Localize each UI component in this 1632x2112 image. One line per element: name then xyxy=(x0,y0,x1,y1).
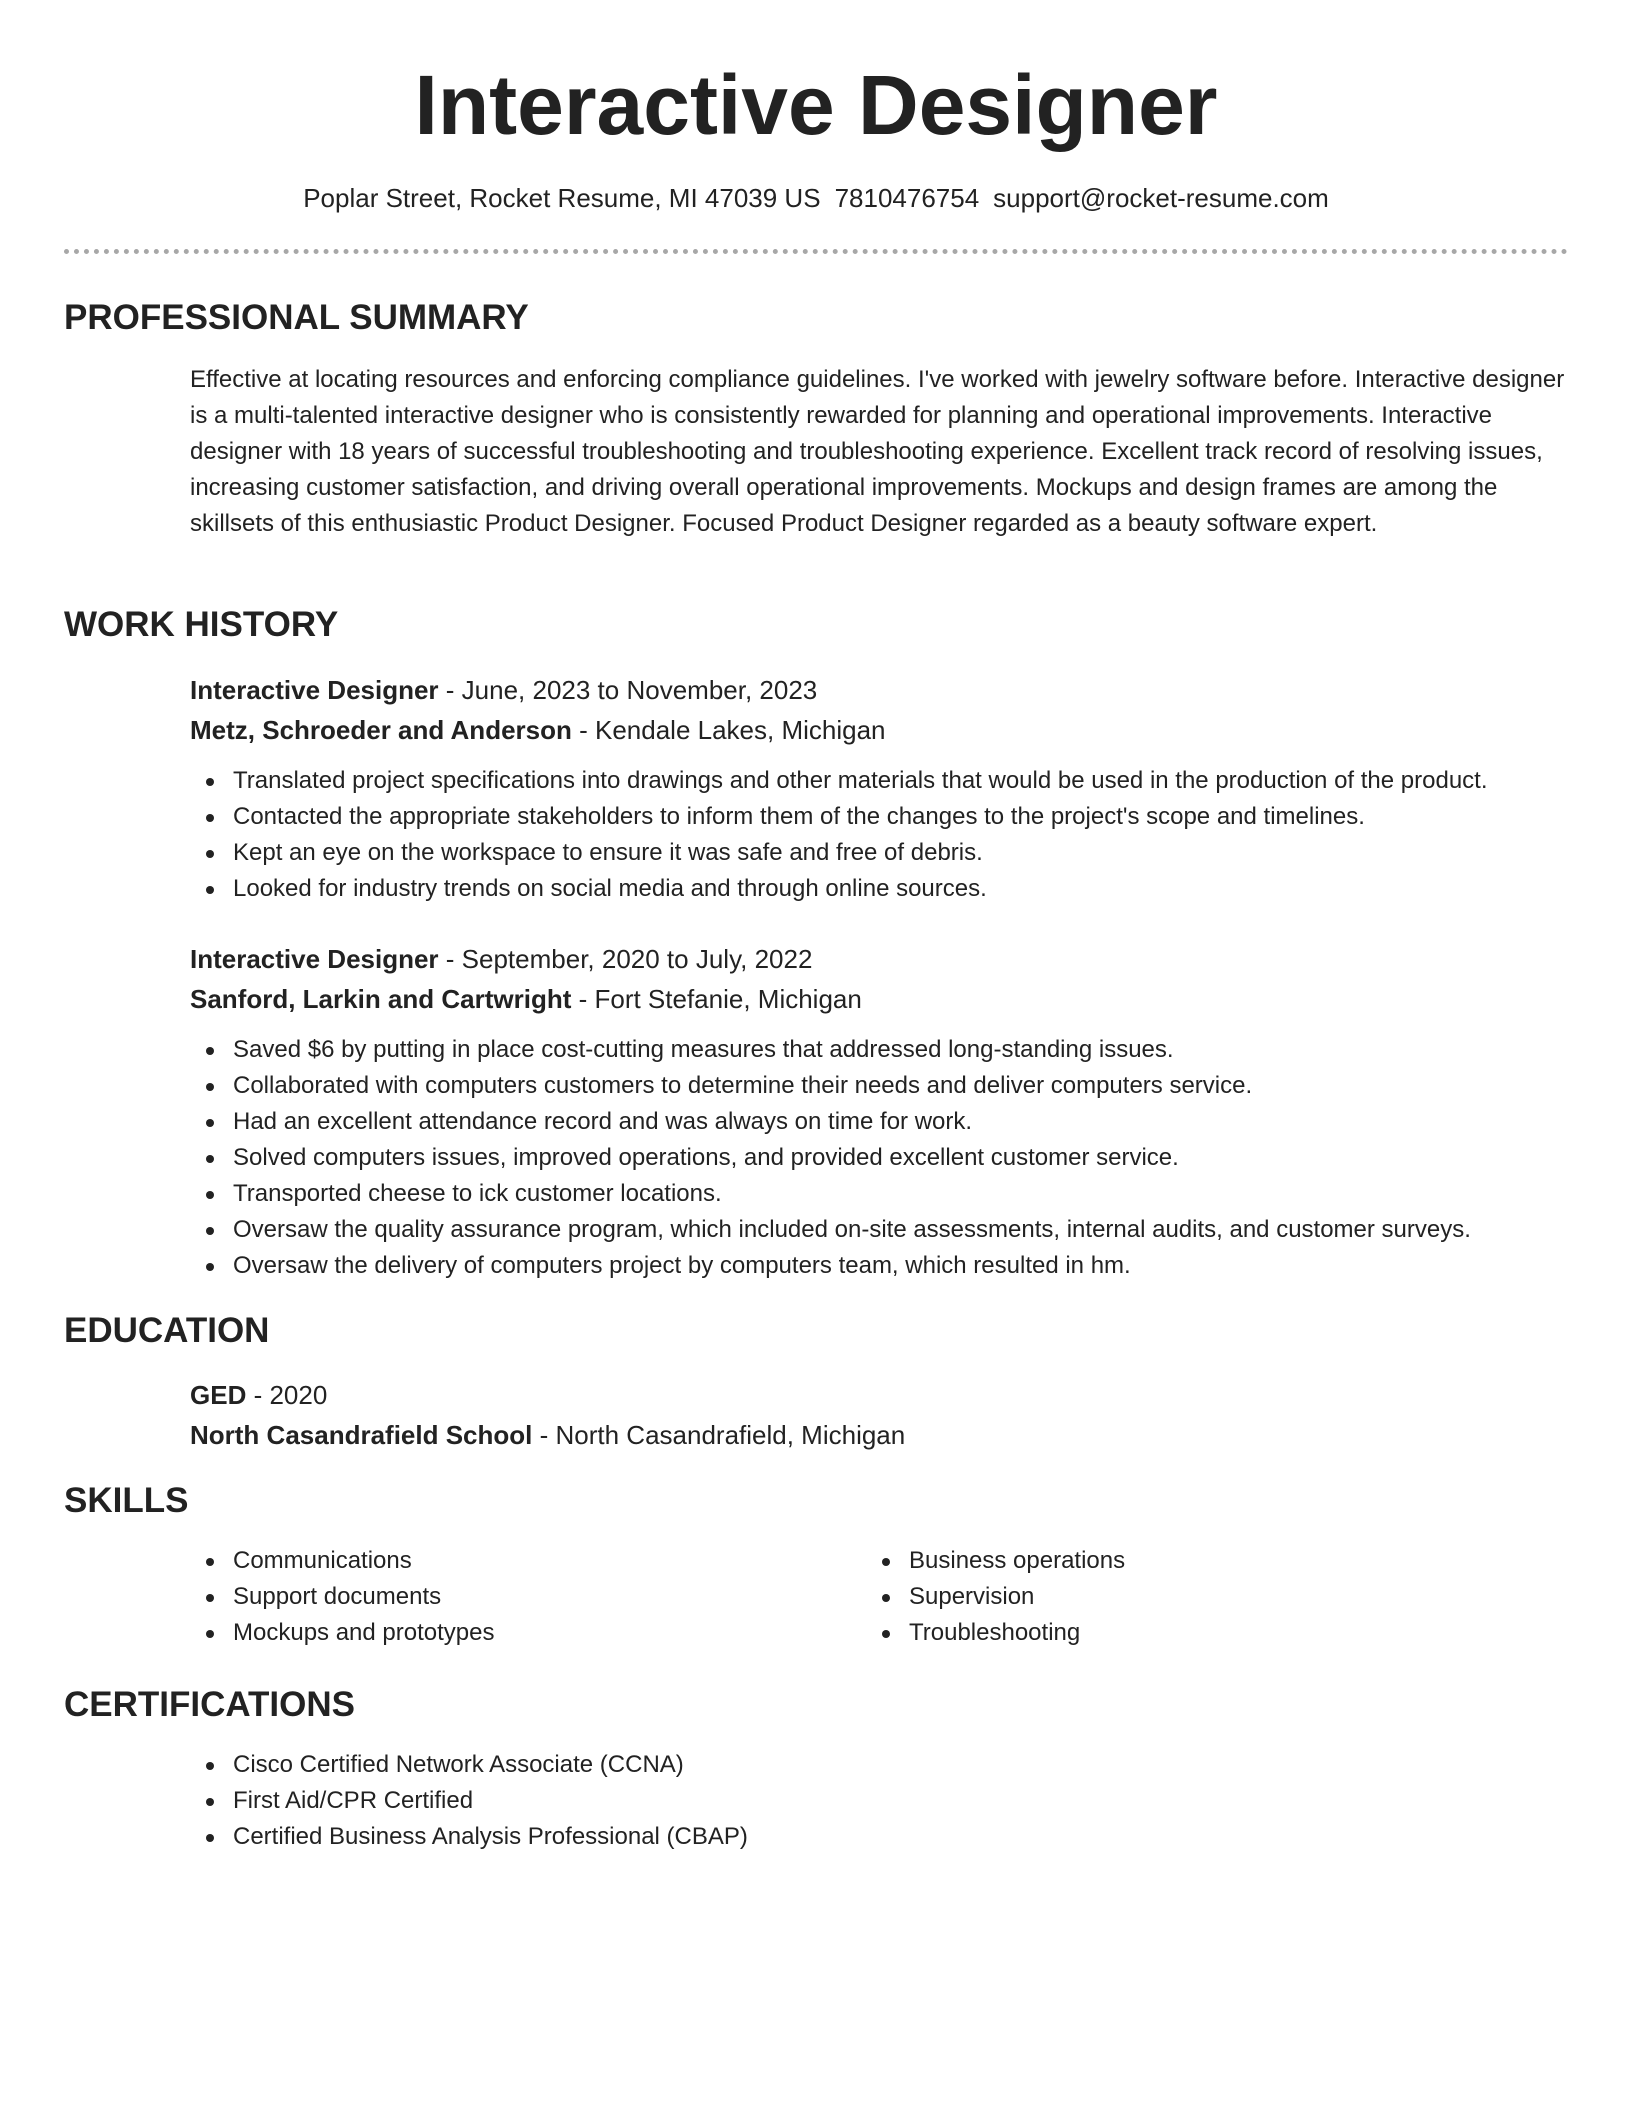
header-divider xyxy=(64,249,1568,254)
summary-section-title: PROFESSIONAL SUMMARY xyxy=(64,298,529,337)
skills-column-right xyxy=(866,1543,1466,1651)
list-item xyxy=(190,1212,1570,1248)
contact-address: Poplar Street, Rocket Resume, MI 47039 US xyxy=(303,183,821,213)
list-item xyxy=(190,1032,1570,1068)
job-company-line xyxy=(190,979,1570,1019)
list-item xyxy=(190,1747,1570,1783)
bullet-icon xyxy=(206,1119,214,1127)
resume-name-heading: Interactive Designer xyxy=(414,58,1218,152)
bullet-icon xyxy=(882,1630,890,1638)
list-item xyxy=(866,1579,1466,1615)
list-item xyxy=(190,1104,1570,1140)
skill-text: Mockups and prototypes xyxy=(233,1619,495,1646)
bullet-icon xyxy=(206,886,214,894)
bullet-icon xyxy=(206,1191,214,1199)
job-company: Metz, Schroeder and Anderson xyxy=(190,715,572,745)
bullet-icon xyxy=(206,1798,214,1806)
skill-text: Business operations xyxy=(909,1547,1126,1574)
job-location: - Fort Stefanie, Michigan xyxy=(571,984,862,1014)
list-item xyxy=(190,1140,1570,1176)
school-name: North Casandrafield School xyxy=(190,1420,533,1450)
bullet-icon xyxy=(206,1630,214,1638)
work-history-section-title: WORK HISTORY xyxy=(64,605,339,644)
list-item xyxy=(866,1543,1466,1579)
job-bullet-list xyxy=(190,1032,1570,1284)
job-entry xyxy=(190,939,1570,1284)
job-entry xyxy=(190,670,1570,907)
contact-email: support@rocket-resume.com xyxy=(993,183,1329,213)
contact-line xyxy=(0,180,1632,216)
bullet-icon xyxy=(206,1594,214,1602)
skill-text: Troubleshooting xyxy=(909,1619,1081,1646)
degree-year: - 2020 xyxy=(246,1380,328,1410)
contact-phone: 7810476754 xyxy=(834,183,980,213)
list-item xyxy=(190,1579,790,1615)
bullet-icon xyxy=(206,778,214,786)
skills-column-left xyxy=(190,1543,790,1651)
bullet-text: Oversaw the quality assurance program, which included on-site assessments, internal audits, and customer surveys. xyxy=(233,1216,1471,1243)
job-company-line xyxy=(190,710,1570,750)
skills-list-right xyxy=(866,1543,1466,1651)
list-item xyxy=(190,835,1570,871)
bullet-icon xyxy=(882,1558,890,1566)
job-company: Sanford, Larkin and Cartwright xyxy=(190,984,572,1014)
bullet-icon xyxy=(206,1558,214,1566)
list-item xyxy=(190,1543,790,1579)
bullet-icon xyxy=(206,1047,214,1055)
certification-text: Certified Business Analysis Professional (CBAP) xyxy=(233,1823,748,1850)
bullet-icon xyxy=(882,1594,890,1602)
bullet-text: Solved computers issues, improved operations, and provided excellent customer service. xyxy=(233,1144,1179,1171)
skill-text: Communications xyxy=(233,1547,412,1574)
bullet-text: Oversaw the delivery of computers project by computers team, which resulted in hm. xyxy=(233,1252,1131,1279)
bullet-text: Collaborated with computers customers to determine their needs and deliver computers service. xyxy=(233,1072,1253,1099)
skill-text: Support documents xyxy=(233,1583,442,1610)
job-role: Interactive Designer xyxy=(190,675,439,705)
job-title-line xyxy=(190,670,1570,710)
job-dates: - June, 2023 to November, 2023 xyxy=(438,675,818,705)
summary-text: Effective at locating resources and enforcing compliance guidelines. I've worked with jewelry software before. Interactive designer is a multi-talented interactive designer who is consistently rewarded for planning and operational improvements. Interactive designer with 18 years of successful troubleshooting and troubleshooting experience. Excellent track record of resolving issues, increasing customer satisfaction, and driving overall operational improvements. Mockups and design frames are among the skillsets of this enthusiastic Product Designer. Focused Product Designer regarded as a beauty software expert. xyxy=(190,366,1565,537)
list-item xyxy=(190,1176,1570,1212)
degree: GED xyxy=(190,1380,247,1410)
certification-text: First Aid/CPR Certified xyxy=(233,1787,474,1814)
list-item xyxy=(190,1615,790,1651)
certifications-list xyxy=(190,1747,1570,1855)
bullet-icon xyxy=(206,1083,214,1091)
list-item xyxy=(190,1068,1570,1104)
certifications-section xyxy=(190,1747,1570,1855)
list-item xyxy=(190,871,1570,907)
job-role: Interactive Designer xyxy=(190,944,439,974)
bullet-text: Looked for industry trends on social media and through online sources. xyxy=(233,875,987,902)
bullet-text: Translated project specifications into drawings and other materials that would be used in the production of the product. xyxy=(233,767,1488,794)
bullet-text: Transported cheese to ick customer locations. xyxy=(233,1180,722,1207)
school-line xyxy=(190,1415,1570,1455)
list-item xyxy=(866,1615,1466,1651)
bullet-text: Saved $6 by putting in place cost-cutting measures that addressed long-standing issues. xyxy=(233,1036,1174,1063)
job-location: - Kendale Lakes, Michigan xyxy=(571,715,886,745)
certifications-section-title: CERTIFICATIONS xyxy=(64,1685,356,1724)
bullet-icon xyxy=(206,1762,214,1770)
list-item xyxy=(190,1783,1570,1819)
bullet-icon xyxy=(206,1227,214,1235)
degree-line xyxy=(190,1375,1570,1415)
bullet-icon xyxy=(206,1155,214,1163)
bullet-text: Kept an eye on the workspace to ensure it was safe and free of debris. xyxy=(233,839,983,866)
bullet-icon xyxy=(206,1263,214,1271)
education-section-title: EDUCATION xyxy=(64,1311,270,1350)
skill-text: Supervision xyxy=(909,1583,1035,1610)
list-item xyxy=(190,799,1570,835)
school-location: - North Casandrafield, Michigan xyxy=(532,1420,906,1450)
job-title-line xyxy=(190,939,1570,979)
bullet-text: Contacted the appropriate stakeholders to inform them of the changes to the project's scope and timelines. xyxy=(233,803,1365,830)
bullet-icon xyxy=(206,850,214,858)
job-dates: - September, 2020 to July, 2022 xyxy=(438,944,813,974)
bullet-icon xyxy=(206,814,214,822)
job-bullet-list xyxy=(190,763,1570,907)
list-item xyxy=(190,1248,1570,1284)
list-item xyxy=(190,1819,1570,1855)
skills-section-title: SKILLS xyxy=(64,1481,189,1520)
bullet-icon xyxy=(206,1834,214,1842)
bullet-text: Had an excellent attendance record and was always on time for work. xyxy=(233,1108,973,1135)
certification-text: Cisco Certified Network Associate (CCNA) xyxy=(233,1751,684,1778)
education-entry xyxy=(190,1375,1570,1455)
skills-list-left xyxy=(190,1543,790,1651)
summary-section xyxy=(190,362,1570,542)
list-item xyxy=(190,763,1570,799)
